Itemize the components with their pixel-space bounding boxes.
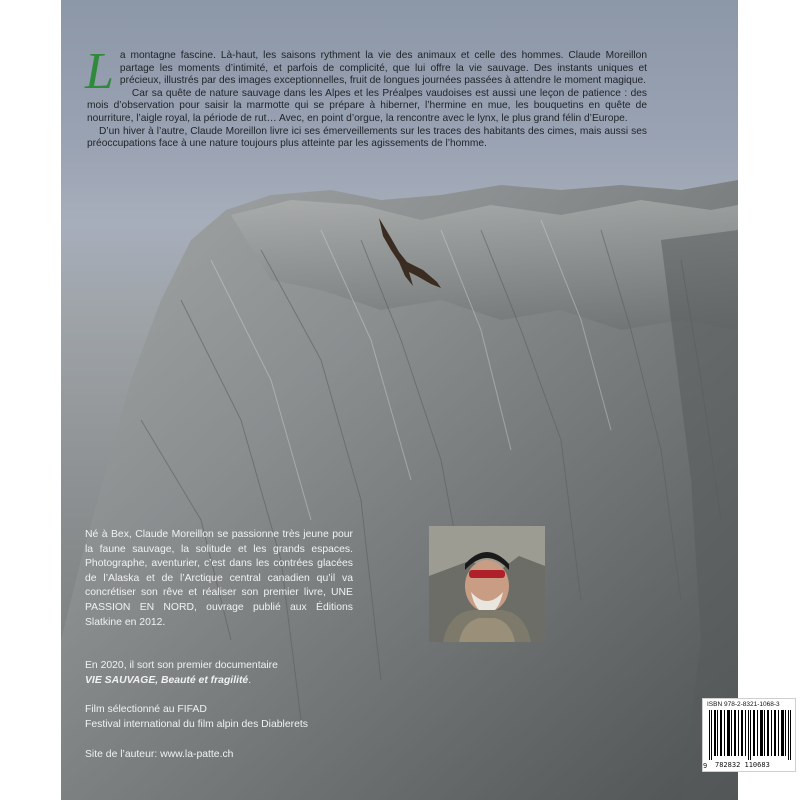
author-bio bbox=[85, 528, 353, 630]
isbn-label: ISBN 978-2-8321-1068-3 bbox=[707, 701, 780, 708]
intro-paragraph-1-text: a montagne fascine. Là-haut, les saisons rythment la vie des animaux et celle des hommes. Claude Moreillon partage les moments d’intimité, et parfois de complicité, que lui offre la vie sauvage. Des instants uniques et précieux, illustrés par des images exceptionnelles, fruit de longues journées passées à attendre le moment magique. bbox=[119, 50, 647, 87]
barcode-box bbox=[702, 698, 796, 772]
intro-paragraph-2: Car sa quête de nature sauvage dans les Alpes et les Préalpes vaudoises est aussi une leçon de patience : des mois d’observation pour saisir la marmotte qui se prépare à hiberner, l’hermine en mue, les bouquetins en quête de nourriture, l’aigle royal, la période de rut… Avec, en point d’orgue, la rencontre avec le lynx, le plus grand félin d’Europe. bbox=[87, 87, 647, 124]
documentary-title-end: . bbox=[248, 674, 252, 686]
documentary-intro: En 2020, il sort son premier documentaire bbox=[85, 660, 278, 671]
documentary-title-line bbox=[85, 674, 385, 689]
intro-paragraph-1 bbox=[85, 43, 647, 100]
festival-selection-line-2: Festival international du film alpin des Diablerets bbox=[85, 718, 308, 730]
documentary-info bbox=[85, 659, 385, 688]
barcode-first-digit: 9 bbox=[703, 762, 708, 770]
author-bio-text: Né à Bex, Claude Moreillon se passionne très jeune pour la faune sauvage, la solitude et les grands espaces. Photographe, aventurier, c’est dans les contrées glacées de l’Alaska et de l’Arctique central canadien qu’il va concrétiser son rêve et réaliser son premier livre, UNE PASSION EN NORD, ouvrage publié aux Éditions Slatkine en 2012. bbox=[85, 529, 353, 628]
festival-selection-line-1: Film sélectionné au FIFAD bbox=[85, 704, 207, 715]
barcode-icon bbox=[709, 710, 791, 760]
documentary-title: VIE SAUVAGE, Beauté et fragilité bbox=[85, 674, 249, 686]
intro-text bbox=[85, 43, 647, 151]
barcode-digits: 782832 110683 bbox=[715, 761, 770, 769]
festival-selection bbox=[85, 703, 445, 732]
author-website: Site de l’auteur: www.la-patte.ch bbox=[85, 749, 234, 760]
dropcap-letter: L bbox=[85, 43, 114, 100]
author-portrait-photo bbox=[429, 526, 545, 642]
intro-paragraph-3: D’un hiver à l’autre, Claude Moreillon livre ici ses émerveillements sur les traces des habitants des cimes, mais aussi ses préoccupations face à une nature toujours plus atteinte par les agissements de l’homme. bbox=[87, 125, 647, 150]
